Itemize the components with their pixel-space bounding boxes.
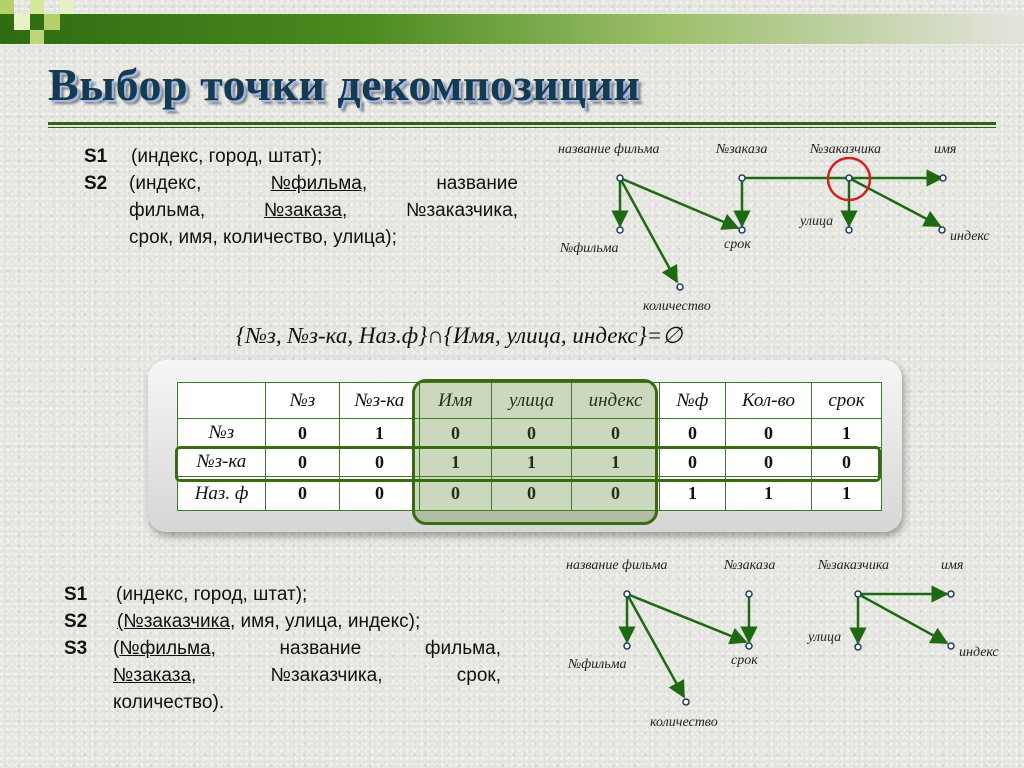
- table-cell: 1: [340, 419, 420, 448]
- header-cell: улица: [492, 383, 572, 419]
- diagram-label-term: срок: [724, 237, 751, 252]
- table-cell: 1: [492, 448, 572, 477]
- schema-line: фильма, №заказа, №заказчика,: [129, 200, 518, 221]
- diagram-label-film-name: название фильма: [566, 558, 668, 573]
- schema-id: S1: [64, 584, 88, 605]
- diagram-label-index: индекс: [959, 645, 999, 660]
- diagram-label-name: имя: [934, 142, 957, 157]
- header-cell: Кол-во: [726, 383, 812, 419]
- diagram-label-film-no: №фильма: [560, 241, 619, 256]
- row-header: Наз. ф: [178, 477, 266, 511]
- table-cell: 0: [572, 419, 660, 448]
- diagram-label-quantity: количество: [643, 299, 711, 314]
- table-cell: 0: [266, 448, 340, 477]
- table-cell: 1: [420, 448, 492, 477]
- diagram-label-name: имя: [941, 558, 964, 573]
- row-header: №з: [178, 419, 266, 448]
- table-cell: 1: [572, 448, 660, 477]
- schema-text: (№заказчика, имя, улица, индекс);: [117, 611, 421, 632]
- schema-id: S1: [84, 146, 108, 167]
- schema-id: S3: [64, 638, 88, 659]
- diagram-label-film-name: название фильма: [558, 142, 660, 157]
- table-cell: 1: [726, 477, 812, 511]
- schema-line: срок, имя, количество, улица);: [129, 227, 397, 248]
- table-cell: 1: [660, 477, 726, 511]
- diagram-label-index: индекс: [950, 229, 990, 244]
- diagram-label-quantity: количество: [650, 715, 718, 730]
- table-cell: 0: [420, 477, 492, 511]
- diagram-label-order-no: №заказа: [716, 142, 768, 157]
- schema-text: (индекс, город, штат);: [116, 584, 308, 605]
- table-cell: 0: [812, 448, 882, 477]
- header-cell: индекс: [572, 383, 660, 419]
- schema-text: (индекс, город, штат);: [131, 146, 323, 167]
- schema-line: (№фильма, название фильма,: [113, 638, 501, 659]
- diagram-label-street: улица: [800, 214, 834, 229]
- table-cell: 0: [266, 477, 340, 511]
- table-cell: 1: [812, 419, 882, 448]
- table-cell: 0: [726, 448, 812, 477]
- diagram-label-street: улица: [808, 630, 842, 645]
- schema-line: №заказа, №заказчика, срок,: [113, 665, 501, 686]
- schema-id: S2: [64, 611, 88, 632]
- diagram-label-customer-no: №заказчика: [818, 558, 890, 573]
- schema-id: S2: [84, 173, 108, 194]
- schema-line: количество).: [113, 692, 225, 713]
- header-cell: №з: [266, 383, 340, 419]
- table-cell: 0: [660, 448, 726, 477]
- diagram-label-film-no: №фильма: [568, 657, 627, 672]
- schema-line: (индекс, №фильма, название: [129, 173, 518, 194]
- diagram-label-term: срок: [731, 653, 758, 668]
- table-cell: 0: [340, 477, 420, 511]
- table-cell: 0: [420, 419, 492, 448]
- table-cell: 0: [492, 419, 572, 448]
- table-cell: 0: [266, 419, 340, 448]
- table-cell: 0: [726, 419, 812, 448]
- diagram-label-customer-no: №заказчика: [810, 142, 882, 157]
- table-cell: 0: [492, 477, 572, 511]
- header-cell: №з-ка: [340, 383, 420, 419]
- page-title: Выбор точки декомпозиции: [48, 59, 641, 110]
- row-header: №з-ка: [178, 448, 266, 477]
- table-cell: 0: [660, 419, 726, 448]
- table-cell: 1: [812, 477, 882, 511]
- header-cell: Имя: [420, 383, 492, 419]
- header-cell: №ф: [660, 383, 726, 419]
- header-cell: срок: [812, 383, 882, 419]
- table-cell: 0: [572, 477, 660, 511]
- diagram-label-order-no: №заказа: [724, 558, 776, 573]
- set-intersection-formula: {№з, №з-ка, Наз.ф}∩{Имя, улица, индекс}=∅: [236, 323, 683, 348]
- table-cell: 0: [340, 448, 420, 477]
